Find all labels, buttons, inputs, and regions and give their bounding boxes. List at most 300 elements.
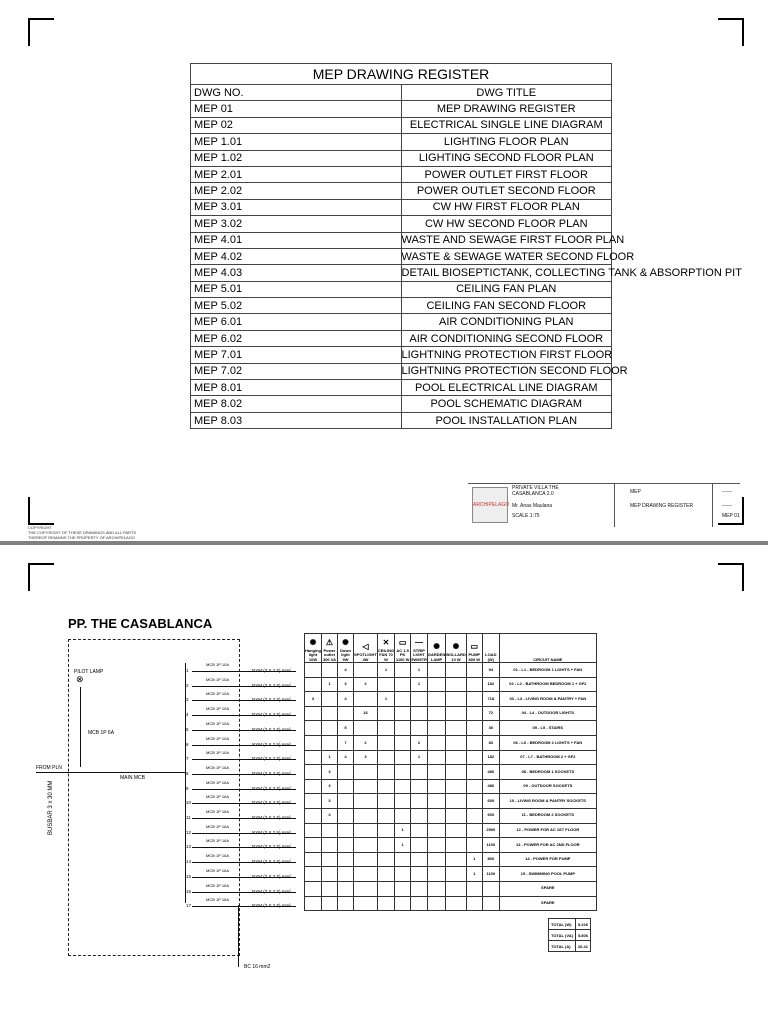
load-cell: 718: [482, 692, 499, 707]
register-dwg-title: WASTE AND SEWAGE FIRST FLOOR PLAN: [401, 232, 612, 248]
cable-spec: NYM (3 X 2.5) mm²: [252, 741, 291, 747]
circuit-branch: [186, 825, 306, 839]
load-cell: 1: [466, 867, 482, 882]
load-cell: [322, 735, 338, 750]
register-dwg-no: MEP 7.01: [191, 347, 402, 363]
load-schedule-header: [305, 634, 597, 663]
load-cell: [395, 765, 411, 780]
register-dwg-title: WASTE & SEWAGE WATER SECOND FLOOR: [401, 248, 612, 264]
fixture-icon: ✺: [342, 637, 349, 647]
load-cell: [466, 663, 482, 678]
circuit-branch: [186, 898, 306, 912]
circuit-number: 8: [186, 770, 189, 776]
load-cell: [322, 867, 338, 882]
load-cell: [427, 750, 445, 765]
load-cell: [305, 852, 322, 867]
load-cell: [305, 750, 322, 765]
circuit-name-cell: 14 - POWER FOR PUMP: [499, 852, 596, 867]
load-cell: [446, 794, 467, 809]
load-cell: [377, 765, 394, 780]
load-cell: [395, 852, 411, 867]
load-cell: [377, 808, 394, 823]
load-cell: [338, 779, 354, 794]
load-cell: 1: [322, 677, 338, 692]
project-name-line2: CASABLANCA 2.0: [512, 491, 554, 497]
load-cell: 1100: [482, 867, 499, 882]
circuit-branch: [186, 707, 306, 721]
company-logo: ARCHIPELAGO: [472, 487, 508, 523]
load-cell: [466, 706, 482, 721]
load-cell: [411, 823, 428, 838]
load-cell: [411, 838, 428, 853]
drawing-register-table: [190, 63, 742, 429]
load-cell: [446, 823, 467, 838]
load-cell: [446, 867, 467, 882]
load-cell: 480: [482, 779, 499, 794]
load-cell: [305, 677, 322, 692]
cable-spec: NYM (3 X 2.5) mm²: [252, 844, 291, 850]
load-cell: [377, 852, 394, 867]
load-cell: [338, 808, 354, 823]
load-cell: [466, 823, 482, 838]
load-cell: 1100: [482, 838, 499, 853]
register-row: [191, 150, 612, 166]
load-cell: [466, 765, 482, 780]
load-cell: [354, 852, 378, 867]
load-cell: 1: [322, 750, 338, 765]
load-cell: [411, 808, 428, 823]
load-row: [305, 735, 597, 750]
load-cell: 4: [338, 750, 354, 765]
register-dwg-no: MEP 2.02: [191, 183, 402, 199]
load-cell: [338, 765, 354, 780]
load-cell: 94: [482, 663, 499, 678]
column-label: CEILING FAN 70 W: [377, 647, 395, 662]
load-cell: [354, 721, 378, 736]
register-dwg-title: POOL ELECTRICAL LINE DIAGRAM: [401, 380, 612, 396]
totals-row: [549, 941, 591, 952]
load-cell: [427, 663, 445, 678]
circuit-name-cell: 02 - L2 - BATHROOM BEDROOM 1 + GF2: [499, 677, 596, 692]
register-dwg-title: LIGHTING FLOOR PLAN: [401, 134, 612, 150]
circuit-breaker-label: MCB 1P 10A: [206, 750, 230, 756]
load-cell: [411, 721, 428, 736]
circuit-name-cell: 10 - LIVING ROOM & PANTRY SOCKETS: [499, 794, 596, 809]
totals-label: TOTAL (W): [549, 919, 576, 930]
load-cell: [338, 706, 354, 721]
revision-b: ------: [722, 503, 732, 509]
register-dwg-title: AIR CONDITIONING PLAN: [401, 314, 612, 330]
load-cell: [354, 823, 378, 838]
circuit-number: 4: [186, 712, 189, 718]
fixture-icon: ✺: [433, 642, 440, 651]
load-cell: [305, 808, 322, 823]
load-cell: [395, 706, 411, 721]
circuit-breaker-label: MCB 1P 16A: [206, 823, 230, 829]
load-column-header: [354, 634, 378, 663]
cable-spec: NYM (3 X 2.5) mm²: [252, 712, 291, 718]
pilot-wire: [80, 687, 81, 767]
cable-spec: NYM (3 X 2.5) mm²: [252, 829, 291, 835]
load-cell: 600: [482, 794, 499, 809]
circuit-breaker-label: MCB 1P 16A: [206, 897, 230, 903]
load-cell: [354, 692, 378, 707]
totals-row: [549, 919, 591, 930]
load-cell: 1: [411, 677, 428, 692]
load-cell: [354, 794, 378, 809]
main-breaker-label: MAIN MCB: [120, 775, 145, 781]
circuit-breaker-label: MCB 1P 16A: [206, 853, 230, 859]
load-cell: [395, 721, 411, 736]
circuit-breaker-label: MCB 1P 10A: [206, 676, 230, 682]
load-cell: [427, 677, 445, 692]
column-label: PUMP 800 W: [468, 652, 481, 662]
load-cell: [338, 794, 354, 809]
register-dwg-no: MEP 8.02: [191, 396, 402, 412]
frame-corner-top-left: [28, 563, 54, 591]
load-cell: [395, 779, 411, 794]
circuit-number: 14: [186, 859, 192, 865]
load-cell: [322, 852, 338, 867]
load-cell: [466, 838, 482, 853]
load-cell: [377, 896, 394, 911]
load-cell: [446, 721, 467, 736]
load-cell: [377, 794, 394, 809]
register-dwg-title: ELECTRICAL SINGLE LINE DIAGRAM: [401, 117, 612, 133]
load-cell: [354, 896, 378, 911]
load-cell: [377, 677, 394, 692]
column-label: CIRCUIT NAME: [533, 656, 563, 662]
load-cell: [377, 823, 394, 838]
load-cell: [338, 823, 354, 838]
register-row: [191, 199, 612, 215]
load-cell: 2: [354, 677, 378, 692]
load-cell: [395, 692, 411, 707]
load-cell: [427, 838, 445, 853]
frame-corner-top-right: [718, 563, 744, 591]
load-cell: 72: [482, 706, 499, 721]
register-dwg-title: CW HW FIRST FLOOR PLAN: [401, 199, 612, 215]
load-cell: 2: [411, 735, 428, 750]
register-row: [191, 166, 612, 182]
load-cell: [466, 677, 482, 692]
load-cell: [305, 721, 322, 736]
load-cell: [427, 779, 445, 794]
register-row: [191, 216, 612, 232]
load-cell: 4: [338, 663, 354, 678]
circuit-branch: [186, 751, 306, 765]
load-cell: 4: [322, 808, 338, 823]
load-cell: [446, 896, 467, 911]
load-column-header: [395, 634, 411, 663]
load-cell: [427, 896, 445, 911]
register-dwg-title: POWER OUTLET SECOND FLOOR: [401, 183, 612, 199]
load-cell: 2: [354, 735, 378, 750]
load-cell: 3: [322, 765, 338, 780]
title-block-divider: [712, 483, 713, 527]
load-cell: [322, 692, 338, 707]
load-cell: [427, 823, 445, 838]
load-cell: [338, 852, 354, 867]
circuit-breaker-label: MCB 1P 10A: [206, 706, 230, 712]
load-cell: [395, 867, 411, 882]
sheet-title: MEP DRAWING REGISTER: [630, 503, 694, 509]
register-row: [191, 248, 612, 264]
fixture-icon: ✕: [382, 637, 390, 647]
load-row: [305, 881, 597, 896]
load-row: [305, 706, 597, 721]
copyright-line2: THE COPYRIGHT OF THESE DRAWINGS AND ALL PARTS: [28, 530, 137, 535]
load-cell: [305, 779, 322, 794]
register-dwg-no: MEP 2.01: [191, 166, 402, 182]
cable-spec: NYM (3 X 2.5) mm²: [252, 888, 291, 894]
fixture-icon: ▭: [398, 637, 407, 647]
load-cell: [338, 838, 354, 853]
load-column-header: [377, 634, 394, 663]
load-cell: [411, 692, 428, 707]
register-dwg-no: MEP 4.01: [191, 232, 402, 248]
project-name-line1: PRIVATE VILLA THE: [512, 485, 559, 491]
load-cell: [411, 896, 428, 911]
load-row: [305, 677, 597, 692]
load-cell: [305, 823, 322, 838]
register-row: [191, 134, 612, 150]
load-cell: [354, 779, 378, 794]
load-cell: 480: [482, 765, 499, 780]
column-label: STRIP LIGHT 5W/MTR: [411, 647, 427, 662]
load-cell: [377, 706, 394, 721]
circuit-branch: [186, 678, 306, 692]
title-block-divider: [614, 483, 615, 527]
load-cell: [446, 852, 467, 867]
ground-wire: [238, 905, 239, 967]
cable-spec: NYM (3 X 2.5) mm²: [252, 682, 291, 688]
register-dwg-title: POOL SCHEMATIC DIAGRAM: [401, 396, 612, 412]
circuit-branch: [186, 884, 306, 898]
load-cell: [338, 896, 354, 911]
circuit-breaker-label: MCB 1P 16A: [206, 779, 230, 785]
load-column-header: [482, 634, 499, 663]
load-cell: [395, 794, 411, 809]
frame-corner-top-left: [28, 18, 54, 46]
load-schedule-rows: [305, 663, 597, 911]
revision-a: ------: [722, 489, 732, 495]
load-cell: [377, 838, 394, 853]
circuit-branch: [186, 737, 306, 751]
circuit-number: 12: [186, 829, 192, 835]
cable-spec: NYM (3 X 2.5) mm²: [252, 815, 291, 820]
load-cell: [482, 896, 499, 911]
load-column-header: [446, 634, 467, 663]
load-cell: 1: [395, 838, 411, 853]
load-cell: 800: [482, 852, 499, 867]
load-cell: [411, 765, 428, 780]
register-dwg-no: MEP 1.02: [191, 150, 402, 166]
drawing-sheet-schematic: [0, 545, 768, 1024]
circuit-number: 5: [186, 726, 189, 732]
cable-spec: NYM (3 X 2.5) mm²: [252, 873, 291, 879]
load-cell: [377, 750, 394, 765]
cable-spec: NYM (3 X 2.5) mm²: [252, 770, 291, 776]
circuit-branch: [186, 869, 306, 883]
totals-value: 5.226: [575, 919, 590, 930]
load-cell: [411, 706, 428, 721]
register-dwg-title: LIGHTING SECOND FLOOR PLAN: [401, 150, 612, 166]
circuit-name-cell: 05 - L5 - STAIRS: [499, 721, 596, 736]
fixture-icon: ✺: [309, 637, 317, 647]
circuit-number: 1: [186, 668, 189, 673]
circuit-breaker-label: MCB 1P 16A: [206, 794, 230, 800]
circuit-name-cell: 03 - L3 - LIVING ROOM & PANTRY + FAN: [499, 692, 596, 707]
circuit-number: 7: [186, 756, 189, 762]
register-dwg-title: LIGHTNING PROTECTION FIRST FLOOR: [401, 347, 612, 363]
register-dwg-no: MEP 6.01: [191, 314, 402, 330]
load-cell: [395, 663, 411, 678]
load-cell: 3: [305, 692, 322, 707]
load-cell: [466, 721, 482, 736]
ground-label: BC 16 mm2: [244, 964, 271, 970]
circuit-number: 11: [186, 815, 191, 820]
load-cell: [322, 706, 338, 721]
register-row: [191, 396, 612, 412]
sheet-number: MEP 01: [722, 513, 740, 519]
register-dwg-no: MEP 02: [191, 117, 402, 133]
register-dwg-no: MEP 1.01: [191, 134, 402, 150]
load-cell: [427, 881, 445, 896]
load-cell: [446, 765, 467, 780]
load-cell: [305, 794, 322, 809]
circuit-breaker-label: MCB 1P 16A: [206, 882, 230, 888]
register-row: [191, 363, 612, 379]
load-cell: [305, 706, 322, 721]
load-row: [305, 823, 597, 838]
fixture-icon: ◁: [362, 642, 369, 651]
load-cell: [446, 692, 467, 707]
register-row: [191, 281, 612, 297]
load-cell: [395, 896, 411, 911]
pilot-lamp-label: PILOT LAMP: [74, 669, 104, 675]
register-dwg-no: MEP 8.01: [191, 380, 402, 396]
circuit-name-cell: 01 - L1 - BEDROOM 1 LIGHTS + FAN: [499, 663, 596, 678]
circuit-breaker-label: MCB 1P 10A: [206, 662, 230, 667]
load-cell: [446, 808, 467, 823]
load-row: [305, 867, 597, 882]
load-cell: [354, 838, 378, 853]
circuit-number: 17: [186, 903, 192, 909]
load-column-header: [305, 634, 322, 663]
load-cell: 3: [322, 779, 338, 794]
load-cell: [446, 779, 467, 794]
load-cell: [446, 735, 467, 750]
circuit-breaker-label: MCB 1P 10A: [206, 735, 230, 741]
circuit-name-cell: 09 - OUTDOOR SOCKETS: [499, 779, 596, 794]
load-cell: [354, 867, 378, 882]
cable-spec: NYM (3 X 2.5) mm²: [252, 668, 291, 673]
load-cell: 16: [354, 706, 378, 721]
cable-spec: NYM (3 X 2.5) mm²: [252, 859, 291, 865]
client-name: Mr. Anas Maulana: [512, 503, 553, 509]
circuit-name-cell: 06 - L6 - BEDROOM 2 LIGHTS + FAN: [499, 735, 596, 750]
load-cell: [305, 838, 322, 853]
load-cell: [338, 881, 354, 896]
register-header-title: DWG TITLE: [401, 85, 612, 101]
load-cell: [427, 867, 445, 882]
circuit-breaker-label: MCB 1P 10A: [206, 720, 230, 726]
copyright-line1: COPYRIGHT: [28, 525, 52, 530]
load-cell: [322, 721, 338, 736]
register-dwg-title: CW HW SECOND FLOOR PLAN: [401, 216, 612, 232]
load-cell: [377, 779, 394, 794]
mcb-pilot-label: MCB 1P 6A: [88, 730, 115, 736]
load-cell: [305, 663, 322, 678]
load-cell: [466, 794, 482, 809]
load-cell: 600: [482, 808, 499, 823]
load-cell: 1: [377, 692, 394, 707]
load-cell: [377, 721, 394, 736]
register-dwg-no: MEP 01: [191, 101, 402, 117]
load-cell: [305, 765, 322, 780]
load-cell: [322, 896, 338, 911]
register-dwg-no: MEP 3.01: [191, 199, 402, 215]
load-cell: [354, 663, 378, 678]
circuit-breaker-label: MCB 1P 16A: [206, 764, 230, 770]
circuit-breaker-label: MCB 1P 16A: [206, 809, 230, 814]
load-cell: [427, 692, 445, 707]
incoming-feed-wire: [36, 772, 186, 773]
load-schedule-table: [304, 633, 597, 911]
load-cell: [446, 881, 467, 896]
load-column-header: [427, 634, 445, 663]
load-cell: [377, 881, 394, 896]
load-cell: [427, 735, 445, 750]
load-cell: [482, 881, 499, 896]
load-cell: 3: [322, 794, 338, 809]
circuit-name-cell: SPARE: [499, 881, 596, 896]
load-cell: [305, 881, 322, 896]
load-row: [305, 852, 597, 867]
circuit-number: 6: [186, 741, 189, 747]
load-cell: [446, 750, 467, 765]
pilot-lamp-icon: ⊗: [76, 674, 84, 684]
load-cell: 3: [354, 750, 378, 765]
circuit-branch: [186, 795, 306, 809]
register-row: [191, 298, 612, 314]
column-label: Down light 9W: [340, 647, 351, 662]
register-dwg-title: MEP DRAWING REGISTER: [401, 101, 612, 117]
load-cell: 2500: [482, 823, 499, 838]
register-dwg-title: POWER OUTLET FIRST FLOOR: [401, 166, 612, 182]
circuit-breaker-label: MCB 1P 16A: [206, 838, 230, 844]
load-cell: [305, 867, 322, 882]
load-cell: [466, 735, 482, 750]
load-cell: 1: [411, 750, 428, 765]
load-cell: [446, 838, 467, 853]
load-cell: [466, 896, 482, 911]
frame-corner-bottom-right: [718, 497, 744, 525]
circuit-name-cell: 12 - POWER FOR AC 1ST FLOOR: [499, 823, 596, 838]
load-row: [305, 896, 597, 911]
fixture-icon: —: [415, 637, 423, 647]
circuit-branch: [186, 722, 306, 736]
load-column-header: [411, 634, 428, 663]
load-cell: [322, 663, 338, 678]
title-block-border: [468, 483, 740, 484]
cable-spec: NYM (3 X 2.5) mm²: [252, 800, 291, 806]
load-cell: 1: [466, 852, 482, 867]
load-cell: [411, 881, 428, 896]
register-dwg-title: DETAIL BIOSEPTICTANK, COLLECTING TANK & ABSORPTION PIT: [401, 265, 612, 281]
register-row: [191, 412, 612, 428]
